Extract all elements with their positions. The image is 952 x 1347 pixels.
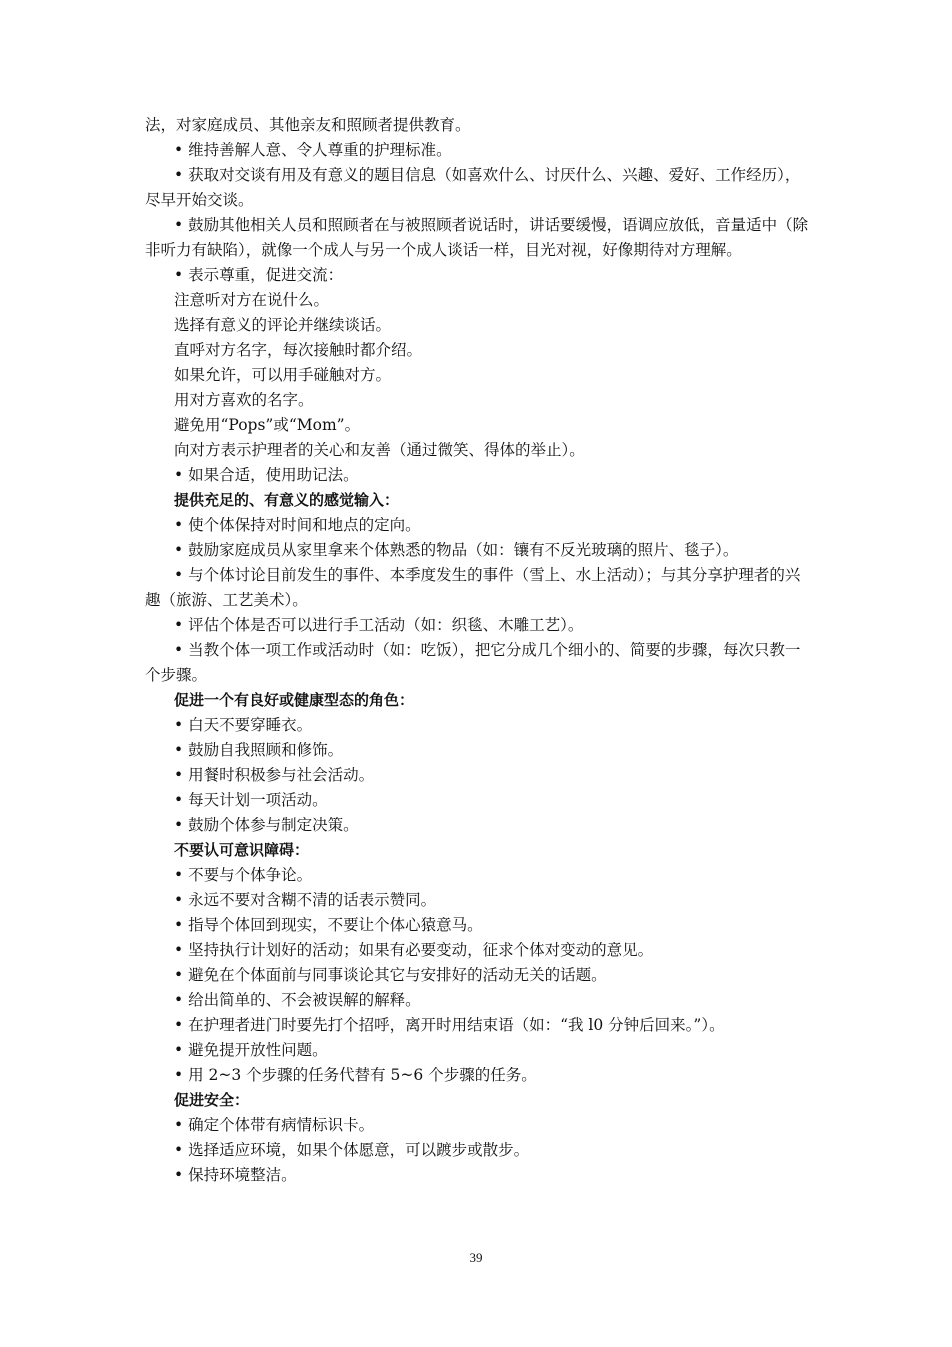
paragraph: • 使个体保持对时间和地点的定向。 xyxy=(174,516,421,534)
paragraph: 用对方喜欢的名字。 xyxy=(174,391,314,409)
paragraph: • 指导个体回到现实，不要让个体心猿意马。 xyxy=(174,916,483,934)
paragraph: • 鼓励其他相关人员和照顾者在与被照顾者说话时，讲话要缓慢，语调应放低，音量适中（除非听力有缺陷），就像一个成人与另一个成人谈话一样，目光对视，好像期待对方理解。 xyxy=(145,216,809,259)
paragraph: • 坚持执行计划好的活动；如果有必要变动，征求个体对变动的意见。 xyxy=(174,941,654,959)
paragraph: • 表示尊重，促进交流： xyxy=(174,266,344,284)
paragraph: • 在护理者进门时要先打个招呼，离开时用结束语（如：“我 l0 分钟后回来。”）。 xyxy=(174,1016,725,1034)
paragraph: 法，对家庭成员、其他亲友和照顾者提供教育。 xyxy=(145,116,471,134)
section-heading: 促进安全： xyxy=(174,1091,250,1109)
paragraph: • 鼓励自我照顾和修饰。 xyxy=(174,741,344,759)
paragraph: • 鼓励个体参与制定决策。 xyxy=(174,816,359,834)
paragraph: • 鼓励家庭成员从家里拿来个体熟悉的物品（如：镶有不反光玻璃的照片、毯子）。 xyxy=(174,541,739,559)
paragraph: 避免用“Pops”或“Mom”。 xyxy=(174,416,361,434)
paragraph: • 永远不要对含糊不清的话表示赞同。 xyxy=(174,891,437,909)
body-text xyxy=(145,113,813,1188)
paragraph: • 给出简单的、不会被误解的解释。 xyxy=(174,991,421,1009)
section-heading: 不要认可意识障碍： xyxy=(174,841,310,859)
section-heading: 促进一个有良好或健康型态的角色： xyxy=(174,691,415,709)
page-number: 39 xyxy=(469,1250,483,1265)
paragraph: 向对方表示护理者的关心和友善（通过微笑、得体的举止）。 xyxy=(174,441,585,459)
paragraph: • 保持环境整洁。 xyxy=(174,1166,297,1184)
paragraph: • 确定个体带有病情标识卡。 xyxy=(174,1116,375,1134)
paragraph: • 不要与个体争论。 xyxy=(174,866,313,884)
paragraph: 如果允许，可以用手碰触对方。 xyxy=(174,366,392,384)
paragraph: • 如果合适，使用助记法。 xyxy=(174,466,359,484)
section-heading: 提供充足的、有意义的感觉输入： xyxy=(174,491,400,509)
paragraph: • 每天计划一项活动。 xyxy=(174,791,328,809)
paragraph: 选择有意义的评论并继续谈话。 xyxy=(174,316,392,334)
paragraph: • 避免在个体面前与同事谈论其它与安排好的活动无关的话题。 xyxy=(174,966,607,984)
paragraph: • 用餐时积极参与社会活动。 xyxy=(174,766,375,784)
paragraph: • 白天不要穿睡衣。 xyxy=(174,716,313,734)
paragraph: • 选择适应环境，如果个体愿意，可以踱步或散步。 xyxy=(174,1141,530,1159)
paragraph: • 避免提开放性问题。 xyxy=(174,1041,328,1059)
paragraph: 注意听对方在说什么。 xyxy=(174,291,330,309)
paragraph: • 评估个体是否可以进行手工活动（如：织毯、木雕工艺）。 xyxy=(174,616,584,634)
paragraph: • 维持善解人意、令人尊重的护理标准。 xyxy=(174,141,452,159)
paragraph: • 用 2~3 个步骤的任务代替有 5~6 个步骤的任务。 xyxy=(174,1066,537,1084)
paragraph: 直呼对方名字，每次接触时都介绍。 xyxy=(174,341,423,359)
paragraph: • 与个体讨论目前发生的事件、本季度发生的事件（雪上、水上活动）；与其分享护理者的兴趣（旅游、工艺美术）。 xyxy=(145,566,801,609)
paragraph: • 当教个体一项工作或活动时（如：吃饭），把它分成几个细小的、简要的步骤，每次只教一个步骤。 xyxy=(145,641,801,684)
paragraph: • 获取对交谈有用及有意义的题目信息（如喜欢什么、讨厌什么、兴趣、爱好、工作经历），尽早开始交谈。 xyxy=(145,166,801,209)
